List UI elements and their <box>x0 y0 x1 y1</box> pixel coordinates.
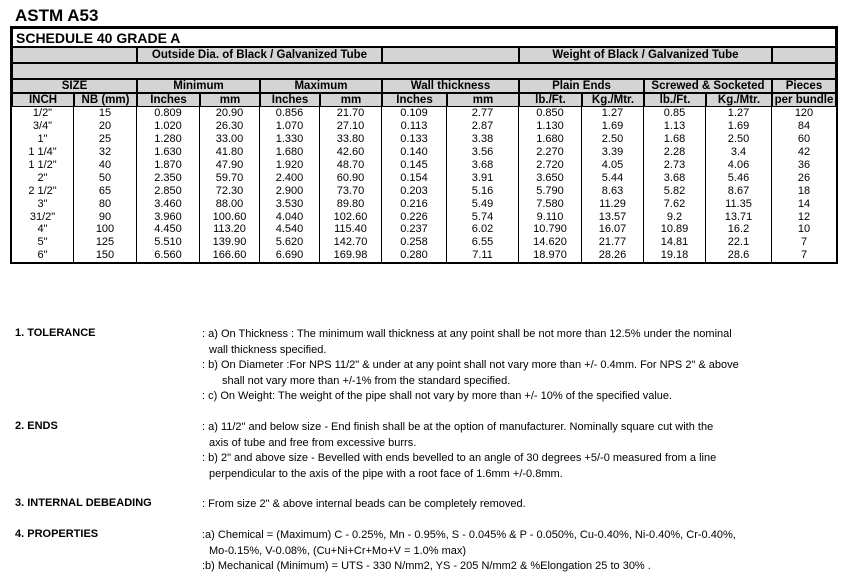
table-row <box>12 223 836 236</box>
cell-inch: 6" <box>12 249 74 262</box>
table-row <box>12 171 836 184</box>
cell-max-inches: 1.680 <box>260 146 320 159</box>
cell-plain-lb-ft: 14.620 <box>519 236 582 249</box>
cell-wall-mm: 6.55 <box>447 236 519 249</box>
cell-min-mm: 72.30 <box>200 184 260 197</box>
cell-pieces-per-bundle: 26 <box>772 171 836 184</box>
cell-inch: 5" <box>12 236 74 249</box>
cell-screwed-kg-mtr: 5.46 <box>706 171 772 184</box>
cell-screwed-kg-mtr: 4.06 <box>706 159 772 172</box>
cell-screwed-kg-mtr: 11.35 <box>706 197 772 210</box>
cell-pieces-per-bundle: 14 <box>772 197 836 210</box>
cell-nb-mm: 125 <box>74 236 137 249</box>
cell-wall-mm: 3.56 <box>447 146 519 159</box>
cell-nb-mm: 90 <box>74 210 137 223</box>
cell-screwed-kg-mtr: 28.6 <box>706 249 772 262</box>
cell-screwed-kg-mtr: 22.1 <box>706 236 772 249</box>
cell-wall-inches: 0.133 <box>382 133 447 146</box>
cell-nb-mm: 40 <box>74 159 137 172</box>
cell-min-mm: 113.20 <box>200 223 260 236</box>
cell-nb-mm: 150 <box>74 249 137 262</box>
cell-max-inches: 1.920 <box>260 159 320 172</box>
cell-plain-kg-mtr: 4.05 <box>582 159 644 172</box>
cell-max-inches: 6.690 <box>260 249 320 262</box>
cell-min-inches: 1.280 <box>137 133 200 146</box>
cell-min-mm: 20.90 <box>200 107 260 120</box>
column-header-pieces-per-bundle: per bundle <box>772 93 836 107</box>
cell-max-mm: 102.60 <box>320 210 382 223</box>
cell-wall-mm: 3.38 <box>447 133 519 146</box>
cell-nb-mm: 65 <box>74 184 137 197</box>
cell-min-mm: 100.60 <box>200 210 260 223</box>
cell-max-inches: 3.530 <box>260 197 320 210</box>
cell-min-mm: 139.90 <box>200 236 260 249</box>
cell-max-mm: 21.70 <box>320 107 382 120</box>
cell-screwed-lb-ft: 2.28 <box>644 146 706 159</box>
cell-plain-kg-mtr: 21.77 <box>582 236 644 249</box>
cell-plain-lb-ft: 2.270 <box>519 146 582 159</box>
cell-max-mm: 73.70 <box>320 184 382 197</box>
table-row <box>12 236 836 249</box>
cell-screwed-lb-ft: 7.62 <box>644 197 706 210</box>
cell-min-inches: 2.350 <box>137 171 200 184</box>
cell-max-inches: 0.856 <box>260 107 320 120</box>
cell-max-inches: 4.540 <box>260 223 320 236</box>
cell-wall-inches: 0.203 <box>382 184 447 197</box>
cell-wall-inches: 0.154 <box>382 171 447 184</box>
ends-label: 2. ENDS <box>15 420 58 432</box>
table-row <box>12 197 836 210</box>
debeading-label: 3. INTERNAL DEBEADING <box>15 497 152 509</box>
cell-min-mm: 59.70 <box>200 171 260 184</box>
cell-pieces-per-bundle: 36 <box>772 159 836 172</box>
cell-max-mm: 115.40 <box>320 223 382 236</box>
column-header-min-inches: Inches <box>137 93 200 107</box>
column-header-wall-inches: Inches <box>382 93 447 107</box>
maximum-header: Maximum <box>260 79 382 93</box>
cell-min-inches: 1.020 <box>137 120 200 133</box>
cell-max-mm: 48.70 <box>320 159 382 172</box>
document-title: ASTM A53 <box>15 6 99 25</box>
cell-nb-mm: 50 <box>74 171 137 184</box>
cell-screwed-kg-mtr: 16.2 <box>706 223 772 236</box>
properties-label: 4. PROPERTIES <box>15 528 99 540</box>
cell-plain-lb-ft: 10.790 <box>519 223 582 236</box>
cell-wall-mm: 3.68 <box>447 159 519 172</box>
cell-min-inches: 3.960 <box>137 210 200 223</box>
cell-max-inches: 1.070 <box>260 120 320 133</box>
column-header-min-mm: mm <box>200 93 260 107</box>
cell-screwed-lb-ft: 3.68 <box>644 171 706 184</box>
cell-wall-mm: 6.02 <box>447 223 519 236</box>
cell-pieces-per-bundle: 60 <box>772 133 836 146</box>
cell-inch: 31/2" <box>12 210 74 223</box>
column-header-inch: INCH <box>12 93 74 107</box>
cell-nb-mm: 20 <box>74 120 137 133</box>
cell-max-inches: 2.400 <box>260 171 320 184</box>
cell-min-inches: 6.560 <box>137 249 200 262</box>
cell-screwed-lb-ft: 9.2 <box>644 210 706 223</box>
cell-wall-mm: 5.74 <box>447 210 519 223</box>
cell-plain-lb-ft: 18.970 <box>519 249 582 262</box>
cell-max-inches: 1.330 <box>260 133 320 146</box>
column-header-plain-lb-ft: lb./Ft. <box>519 93 582 107</box>
cell-inch: 1 1/2" <box>12 159 74 172</box>
properties-text: :a) Chemical = (Maximum) C - 0.25%, Mn - 0.95%, S - 0.045% & P - 0.050%, Cu-0.40%, Ni-0.40%, Cr-0.40%, Mo-0.15%, V-0.08%, (Cu+Ni+Cr+Mo+V = 1.0% max) :b) Mechanical (Minimum) = UTS - 330 N/mm2, YS - 205 N/mm2 & %Elongation 25 to 30% . <box>202 529 736 573</box>
column-header-nb-mm: NB (mm) <box>74 93 137 107</box>
cell-plain-kg-mtr: 3.39 <box>582 146 644 159</box>
cell-min-mm: 47.90 <box>200 159 260 172</box>
cell-plain-lb-ft: 0.850 <box>519 107 582 120</box>
minimum-header: Minimum <box>137 79 260 93</box>
plain-ends-header: Plain Ends <box>519 79 644 93</box>
cell-plain-lb-ft: 1.680 <box>519 133 582 146</box>
cell-screwed-lb-ft: 2.73 <box>644 159 706 172</box>
cell-nb-mm: 100 <box>74 223 137 236</box>
cell-plain-lb-ft: 9.110 <box>519 210 582 223</box>
cell-screwed-lb-ft: 0.85 <box>644 107 706 120</box>
cell-max-mm: 42.60 <box>320 146 382 159</box>
cell-min-mm: 88.00 <box>200 197 260 210</box>
cell-pieces-per-bundle: 10 <box>772 223 836 236</box>
cell-max-mm: 89.80 <box>320 197 382 210</box>
cell-plain-lb-ft: 2.720 <box>519 159 582 172</box>
screwed-socketed-header: Screwed & Socketed <box>644 79 772 93</box>
cell-plain-kg-mtr: 8.63 <box>582 184 644 197</box>
cell-wall-inches: 0.109 <box>382 107 447 120</box>
cell-max-mm: 27.10 <box>320 120 382 133</box>
cell-min-mm: 33.00 <box>200 133 260 146</box>
table-row <box>12 146 836 159</box>
cell-wall-inches: 0.216 <box>382 197 447 210</box>
cell-plain-lb-ft: 5.790 <box>519 184 582 197</box>
cell-plain-kg-mtr: 2.50 <box>582 133 644 146</box>
cell-wall-inches: 0.237 <box>382 223 447 236</box>
cell-wall-inches: 0.258 <box>382 236 447 249</box>
cell-plain-kg-mtr: 1.69 <box>582 120 644 133</box>
cell-pieces-per-bundle: 42 <box>772 146 836 159</box>
cell-min-mm: 41.80 <box>200 146 260 159</box>
blank-header <box>382 47 519 63</box>
cell-min-inches: 4.450 <box>137 223 200 236</box>
cell-wall-mm: 7.11 <box>447 249 519 262</box>
cell-screwed-kg-mtr: 8.67 <box>706 184 772 197</box>
cell-max-mm: 33.80 <box>320 133 382 146</box>
cell-wall-mm: 5.16 <box>447 184 519 197</box>
cell-screwed-kg-mtr: 2.50 <box>706 133 772 146</box>
cell-max-mm: 142.70 <box>320 236 382 249</box>
cell-plain-lb-ft: 1.130 <box>519 120 582 133</box>
cell-plain-kg-mtr: 1.27 <box>582 107 644 120</box>
cell-screwed-lb-ft: 10.89 <box>644 223 706 236</box>
table-row <box>12 133 836 146</box>
cell-min-inches: 1.630 <box>137 146 200 159</box>
cell-wall-inches: 0.145 <box>382 159 447 172</box>
cell-max-inches: 5.620 <box>260 236 320 249</box>
cell-nb-mm: 25 <box>74 133 137 146</box>
cell-plain-kg-mtr: 5.44 <box>582 171 644 184</box>
table-row <box>12 120 836 133</box>
cell-screwed-kg-mtr: 13.71 <box>706 210 772 223</box>
cell-min-inches: 0.809 <box>137 107 200 120</box>
cell-wall-mm: 2.77 <box>447 107 519 120</box>
tolerance-text: : a) On Thickness : The minimum wall thickness at any point shall be not more than 12.5% under the nominal wall thickness specified. : b) On Diameter :For NPS 11/2" & under at any point shall not vary more than +/- 0.4mm. For NPS 2" & above shall not vary more than +/-1% from the standard specified. : c) On Weight: The weight of the pipe shall not vary by more than +/- 10% of the specified value. <box>202 328 739 403</box>
table-row <box>12 159 836 172</box>
cell-screwed-kg-mtr: 1.69 <box>706 120 772 133</box>
column-header-screwed-lb-ft: lb./Ft. <box>644 93 706 107</box>
cell-inch: 1 1/4" <box>12 146 74 159</box>
cell-screwed-lb-ft: 1.68 <box>644 133 706 146</box>
cell-inch: 2" <box>12 171 74 184</box>
cell-inch: 4" <box>12 223 74 236</box>
column-header-screwed-kg-mtr: Kg./Mtr. <box>706 93 772 107</box>
cell-nb-mm: 32 <box>74 146 137 159</box>
cell-pieces-per-bundle: 7 <box>772 249 836 262</box>
cell-max-inches: 2.900 <box>260 184 320 197</box>
pieces-header: Pieces <box>772 79 836 93</box>
schedule-heading: SCHEDULE 40 GRADE A <box>12 28 836 47</box>
cell-plain-kg-mtr: 16.07 <box>582 223 644 236</box>
cell-wall-inches: 0.140 <box>382 146 447 159</box>
cell-max-mm: 169.98 <box>320 249 382 262</box>
cell-screwed-lb-ft: 5.82 <box>644 184 706 197</box>
cell-nb-mm: 80 <box>74 197 137 210</box>
cell-screwed-lb-ft: 1.13 <box>644 120 706 133</box>
cell-wall-inches: 0.113 <box>382 120 447 133</box>
cell-plain-kg-mtr: 11.29 <box>582 197 644 210</box>
cell-inch: 2 1/2" <box>12 184 74 197</box>
weight-header: Weight of Black / Galvanized Tube <box>519 47 772 63</box>
cell-plain-kg-mtr: 28.26 <box>582 249 644 262</box>
specification-table <box>10 26 838 264</box>
cell-wall-mm: 3.91 <box>447 171 519 184</box>
cell-min-inches: 1.870 <box>137 159 200 172</box>
cell-inch: 3/4" <box>12 120 74 133</box>
wall-thickness-header: Wall thickness <box>382 79 519 93</box>
cell-nb-mm: 15 <box>74 107 137 120</box>
table-row <box>12 184 836 197</box>
cell-pieces-per-bundle: 84 <box>772 120 836 133</box>
cell-min-mm: 166.60 <box>200 249 260 262</box>
cell-plain-lb-ft: 3.650 <box>519 171 582 184</box>
cell-min-inches: 3.460 <box>137 197 200 210</box>
cell-pieces-per-bundle: 7 <box>772 236 836 249</box>
blank-band <box>12 63 836 79</box>
cell-min-mm: 26.30 <box>200 120 260 133</box>
table-row <box>12 107 836 120</box>
ends-text: : a) 11/2" and below size - End finish shall be at the option of manufacturer. Nominally square cut with the axis of tube and free from excessive burrs. : b) 2" and above size - Bevelled with ends bevelled to an angle of 30 degrees +5/-0 measured from a line perpendicular to the axis of the pipe with a root face of 1.6mm +/-0.8mm. <box>202 421 717 480</box>
cell-inch: 1/2" <box>12 107 74 120</box>
cell-screwed-kg-mtr: 1.27 <box>706 107 772 120</box>
cell-plain-kg-mtr: 13.57 <box>582 210 644 223</box>
cell-screwed-kg-mtr: 3.4 <box>706 146 772 159</box>
tolerance-label: 1. TOLERANCE <box>15 327 96 339</box>
table-row <box>12 249 836 262</box>
column-header-max-mm: mm <box>320 93 382 107</box>
outside-dia-header: Outside Dia. of Black / Galvanized Tube <box>137 47 382 63</box>
cell-wall-inches: 0.280 <box>382 249 447 262</box>
cell-pieces-per-bundle: 18 <box>772 184 836 197</box>
cell-screwed-lb-ft: 14.81 <box>644 236 706 249</box>
cell-pieces-per-bundle: 120 <box>772 107 836 120</box>
cell-wall-inches: 0.226 <box>382 210 447 223</box>
size-header: SIZE <box>12 79 137 93</box>
column-header-plain-kg-mtr: Kg./Mtr. <box>582 93 644 107</box>
cell-inch: 1" <box>12 133 74 146</box>
table-row <box>12 210 836 223</box>
cell-wall-mm: 5.49 <box>447 197 519 210</box>
debeading-text: : From size 2" & above internal beads can be completely removed. <box>202 498 526 510</box>
cell-min-inches: 5.510 <box>137 236 200 249</box>
cell-max-inches: 4.040 <box>260 210 320 223</box>
cell-min-inches: 2.850 <box>137 184 200 197</box>
cell-wall-mm: 2.87 <box>447 120 519 133</box>
cell-max-mm: 60.90 <box>320 171 382 184</box>
cell-pieces-per-bundle: 12 <box>772 210 836 223</box>
blank-header <box>772 47 836 63</box>
blank-header <box>12 47 137 63</box>
cell-screwed-lb-ft: 19.18 <box>644 249 706 262</box>
column-header-wall-mm: mm <box>447 93 519 107</box>
column-header-max-inches: Inches <box>260 93 320 107</box>
cell-plain-lb-ft: 7.580 <box>519 197 582 210</box>
cell-inch: 3" <box>12 197 74 210</box>
